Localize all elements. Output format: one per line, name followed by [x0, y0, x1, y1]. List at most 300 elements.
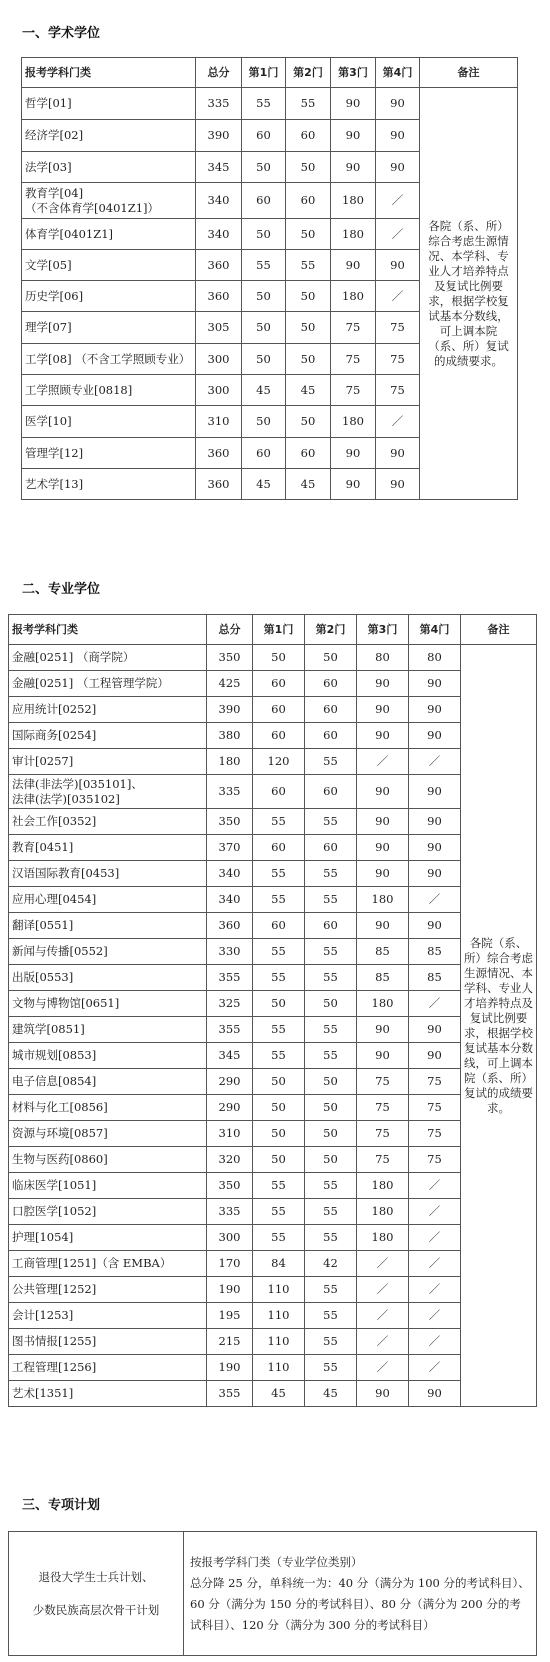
score-cell: 350 [207, 645, 253, 671]
score-cell: 180 [331, 281, 376, 312]
score-cell: 350 [207, 1173, 253, 1199]
column-header: 备注 [420, 58, 518, 88]
score-cell: ／ [357, 1303, 409, 1329]
score-cell: 55 [305, 1173, 357, 1199]
score-cell: 90 [357, 723, 409, 749]
column-header: 第3门 [331, 58, 376, 88]
score-cell: 50 [305, 1095, 357, 1121]
score-cell: 340 [196, 183, 242, 219]
score-cell: 90 [409, 809, 461, 835]
subject-cell: 生物与医药[0860] [9, 1147, 207, 1173]
score-cell: 55 [242, 250, 286, 281]
table-row [9, 913, 537, 939]
column-header: 第2门 [286, 58, 331, 88]
score-cell: 60 [253, 671, 305, 697]
score-cell: 190 [207, 1355, 253, 1381]
table-row [9, 1225, 537, 1251]
subject-cell: 金融[0251] （商学院） [9, 645, 207, 671]
subject-cell: 会计[1253] [9, 1303, 207, 1329]
score-cell: 335 [207, 775, 253, 809]
score-cell: 90 [357, 1017, 409, 1043]
score-cell: 300 [196, 344, 242, 375]
score-cell: 50 [253, 991, 305, 1017]
score-cell: 90 [376, 88, 420, 120]
subject-cell: 医学[10] [22, 406, 196, 438]
subject-cell: 艺术[1351] [9, 1381, 207, 1407]
subject-cell: 理学[07] [22, 312, 196, 344]
score-cell: 325 [207, 991, 253, 1017]
score-cell: 50 [253, 645, 305, 671]
table-row [9, 671, 537, 697]
academic-degree-table [21, 57, 518, 500]
column-header: 第3门 [357, 615, 409, 645]
score-cell: 50 [253, 1121, 305, 1147]
score-cell: 60 [253, 697, 305, 723]
score-cell: 55 [253, 939, 305, 965]
score-cell: 60 [242, 120, 286, 152]
table-row [9, 809, 537, 835]
score-cell: 345 [207, 1043, 253, 1069]
score-cell: 75 [409, 1095, 461, 1121]
score-cell: 90 [357, 913, 409, 939]
score-cell: 290 [207, 1095, 253, 1121]
score-cell: 90 [357, 697, 409, 723]
score-cell: 45 [242, 469, 286, 500]
score-cell: 110 [253, 1355, 305, 1381]
score-cell: 90 [409, 697, 461, 723]
score-cell: 55 [305, 749, 357, 775]
score-cell: 55 [305, 939, 357, 965]
table-row [9, 1017, 537, 1043]
column-header: 总分 [196, 58, 242, 88]
table-row [9, 1121, 537, 1147]
subject-cell: 社会工作[0352] [9, 809, 207, 835]
score-cell: 84 [253, 1251, 305, 1277]
score-cell: 75 [409, 1147, 461, 1173]
score-cell: 335 [196, 88, 242, 120]
score-cell: 180 [331, 183, 376, 219]
score-cell: 55 [305, 1199, 357, 1225]
subject-cell: 电子信息[0854] [9, 1069, 207, 1095]
score-cell: 90 [376, 152, 420, 183]
score-cell: 90 [409, 671, 461, 697]
score-cell: 190 [207, 1277, 253, 1303]
score-cell: 120 [253, 749, 305, 775]
score-cell: 50 [253, 1095, 305, 1121]
column-header: 第4门 [409, 615, 461, 645]
score-cell: 60 [305, 697, 357, 723]
table-row [9, 1147, 537, 1173]
score-cell: ／ [409, 1277, 461, 1303]
subject-cell: 审计[0257] [9, 749, 207, 775]
subject-cell: 工程管理[1256] [9, 1355, 207, 1381]
score-cell: 75 [409, 1069, 461, 1095]
score-cell: 60 [305, 913, 357, 939]
score-cell: ／ [376, 406, 420, 438]
table-row [9, 965, 537, 991]
score-cell: 50 [242, 281, 286, 312]
subject-cell: 历史学[06] [22, 281, 196, 312]
score-cell: ／ [409, 1225, 461, 1251]
score-cell: 45 [286, 375, 331, 406]
score-cell: 180 [331, 219, 376, 250]
score-cell: ／ [357, 1355, 409, 1381]
subject-cell: 翻译[0551] [9, 913, 207, 939]
score-cell: 45 [286, 469, 331, 500]
score-cell: 90 [376, 120, 420, 152]
column-header: 第2门 [305, 615, 357, 645]
score-cell: 110 [253, 1303, 305, 1329]
score-cell: 180 [207, 749, 253, 775]
score-cell: 90 [409, 1381, 461, 1407]
special-plan-names: 退役大学生士兵计划、 少数民族高层次骨干计划 [9, 1532, 184, 1656]
score-cell: 110 [253, 1277, 305, 1303]
table-row [9, 1277, 537, 1303]
score-cell: 355 [207, 1381, 253, 1407]
table-row [9, 1173, 537, 1199]
table-row [9, 991, 537, 1017]
score-cell: 180 [357, 887, 409, 913]
score-cell: 360 [207, 913, 253, 939]
score-cell: ／ [376, 281, 420, 312]
professional-degree-table [8, 614, 537, 1407]
subject-cell: 国际商务[0254] [9, 723, 207, 749]
table-row [9, 749, 537, 775]
table-row [9, 645, 537, 671]
score-cell: 180 [357, 1199, 409, 1225]
subject-cell: 护理[1054] [9, 1225, 207, 1251]
score-cell: ／ [357, 1277, 409, 1303]
score-cell: 90 [357, 835, 409, 861]
special-plan-table [8, 1531, 537, 1656]
score-cell: 85 [357, 965, 409, 991]
score-cell: 300 [207, 1225, 253, 1251]
score-cell: ／ [376, 183, 420, 219]
score-cell: 90 [331, 152, 376, 183]
subject-cell: 汉语国际教育[0453] [9, 861, 207, 887]
score-cell: 60 [242, 438, 286, 469]
table-row [9, 1355, 537, 1381]
score-cell: 50 [253, 1147, 305, 1173]
score-cell: 90 [357, 671, 409, 697]
table-row [22, 88, 518, 120]
score-cell: 85 [409, 939, 461, 965]
subject-cell: 工学照顾专业[0818] [22, 375, 196, 406]
table-row [9, 723, 537, 749]
score-cell: 90 [331, 120, 376, 152]
score-cell: 55 [305, 1355, 357, 1381]
score-cell: 55 [253, 1173, 305, 1199]
subject-cell: 管理学[12] [22, 438, 196, 469]
score-cell: 90 [357, 861, 409, 887]
table-row [9, 1199, 537, 1225]
score-cell: ／ [409, 1251, 461, 1277]
table-row [9, 861, 537, 887]
score-cell: 75 [357, 1147, 409, 1173]
score-cell: 75 [376, 344, 420, 375]
score-cell: 85 [357, 939, 409, 965]
score-cell: ／ [409, 887, 461, 913]
table-row [9, 835, 537, 861]
score-cell: 90 [409, 1043, 461, 1069]
table-row [9, 1251, 537, 1277]
subject-cell: 应用统计[0252] [9, 697, 207, 723]
score-cell: 75 [376, 375, 420, 406]
score-cell: 50 [286, 312, 331, 344]
score-cell: 55 [305, 887, 357, 913]
score-cell: 60 [286, 120, 331, 152]
score-cell: 60 [253, 723, 305, 749]
table-row [9, 1303, 537, 1329]
subject-cell: 法学[03] [22, 152, 196, 183]
table-row [9, 1043, 537, 1069]
score-cell: 355 [207, 1017, 253, 1043]
table-row [9, 1329, 537, 1355]
score-cell: 90 [357, 1381, 409, 1407]
score-cell: ／ [357, 1251, 409, 1277]
score-cell: ／ [409, 1355, 461, 1381]
score-cell: 90 [409, 835, 461, 861]
score-cell: 75 [376, 312, 420, 344]
score-cell: 75 [357, 1121, 409, 1147]
subject-cell: 出版[0553] [9, 965, 207, 991]
subject-cell: 法律(非法学)[035101]、 法律(法学)[035102] [9, 775, 207, 809]
score-cell: 50 [242, 152, 286, 183]
score-cell: 330 [207, 939, 253, 965]
score-cell: 90 [409, 861, 461, 887]
score-cell: 45 [242, 375, 286, 406]
table-row [9, 887, 537, 913]
score-cell: 50 [286, 406, 331, 438]
subject-cell: 材料与化工[0856] [9, 1095, 207, 1121]
score-cell: 390 [207, 697, 253, 723]
score-cell: 335 [207, 1199, 253, 1225]
score-cell: 55 [253, 965, 305, 991]
table-row [9, 697, 537, 723]
score-cell: ／ [376, 219, 420, 250]
score-cell: 50 [305, 645, 357, 671]
special-plan-rule: 按报考学科门类（专业学位类别） 总分降 25 分，单科统一为：40 分（满分为 100 分的考试科目）、60 分（满分为 150 分的考试科目）、80 分（满分为 200 分的考试科目）、120 分（满分为 300 分的考试科目） [184, 1532, 537, 1656]
score-cell: 55 [253, 1199, 305, 1225]
subject-cell: 公共管理[1252] [9, 1277, 207, 1303]
score-cell: 425 [207, 671, 253, 697]
score-cell: 55 [253, 809, 305, 835]
score-cell: ／ [409, 991, 461, 1017]
score-cell: ／ [409, 1199, 461, 1225]
score-cell: 55 [305, 861, 357, 887]
section3-title: 三、专项计划 [22, 1498, 101, 1513]
score-cell: 90 [409, 775, 461, 809]
score-cell: 55 [253, 887, 305, 913]
score-cell: 305 [196, 312, 242, 344]
score-cell: 55 [286, 250, 331, 281]
score-cell: 340 [207, 887, 253, 913]
score-cell: 195 [207, 1303, 253, 1329]
score-cell: 90 [331, 469, 376, 500]
subject-cell: 文学[05] [22, 250, 196, 281]
remarks-cell: 各院（系、所）综合考虑生源情况、本学科、专业人才培养特点及复试比例要求，根据学校复试基本分数线，可上调本院（系、所）复试的成绩要求。 [461, 645, 537, 1407]
score-cell: 50 [305, 991, 357, 1017]
score-cell: 90 [357, 1043, 409, 1069]
score-cell: 45 [253, 1381, 305, 1407]
score-cell: 180 [357, 1173, 409, 1199]
score-cell: 60 [253, 775, 305, 809]
score-cell: 55 [253, 861, 305, 887]
subject-cell: 应用心理[0454] [9, 887, 207, 913]
score-cell: 60 [253, 913, 305, 939]
subject-cell: 图书情报[1255] [9, 1329, 207, 1355]
score-cell: 360 [196, 438, 242, 469]
score-cell: 180 [357, 991, 409, 1017]
score-cell: 50 [305, 1069, 357, 1095]
score-cell: 390 [196, 120, 242, 152]
score-cell: 90 [376, 250, 420, 281]
subject-cell: 艺术学[13] [22, 469, 196, 500]
score-cell: 380 [207, 723, 253, 749]
score-cell: 50 [286, 344, 331, 375]
subject-cell: 体育学[0401Z1] [22, 219, 196, 250]
score-cell: 60 [305, 671, 357, 697]
score-cell: 60 [305, 835, 357, 861]
score-cell: 50 [286, 219, 331, 250]
score-cell: 50 [286, 281, 331, 312]
score-cell: 80 [409, 645, 461, 671]
score-cell: 55 [253, 1017, 305, 1043]
score-cell: 90 [409, 1017, 461, 1043]
score-cell: 50 [242, 312, 286, 344]
score-cell: 55 [286, 88, 331, 120]
table-row [9, 1095, 537, 1121]
score-cell: 85 [409, 965, 461, 991]
score-cell: 360 [196, 250, 242, 281]
subject-cell: 工学[08] （不含工学照顾专业） [22, 344, 196, 375]
score-cell: 60 [305, 775, 357, 809]
section1-title: 一、学术学位 [22, 26, 101, 41]
column-header: 报考学科门类 [9, 615, 207, 645]
score-cell: 60 [253, 835, 305, 861]
score-cell: 42 [305, 1251, 357, 1277]
score-cell: 55 [253, 1225, 305, 1251]
table-row [9, 1069, 537, 1095]
score-cell: 55 [253, 1043, 305, 1069]
score-cell: 90 [409, 723, 461, 749]
subject-cell: 口腔医学[1052] [9, 1199, 207, 1225]
subject-cell: 金融[0251] （工程管理学院） [9, 671, 207, 697]
subject-cell: 文物与博物馆[0651] [9, 991, 207, 1017]
subject-cell: 经济学[02] [22, 120, 196, 152]
score-cell: 290 [207, 1069, 253, 1095]
score-cell: 310 [196, 406, 242, 438]
score-cell: 80 [357, 645, 409, 671]
score-cell: 90 [331, 250, 376, 281]
score-cell: 60 [286, 183, 331, 219]
column-header: 报考学科门类 [22, 58, 196, 88]
subject-cell: 工商管理[1251]（含 EMBA） [9, 1251, 207, 1277]
score-cell: ／ [409, 1303, 461, 1329]
score-cell: 55 [305, 1277, 357, 1303]
table-row [9, 1381, 537, 1407]
score-cell: 215 [207, 1329, 253, 1355]
score-cell: ／ [357, 749, 409, 775]
column-header: 第1门 [242, 58, 286, 88]
subject-cell: 临床医学[1051] [9, 1173, 207, 1199]
score-cell: 50 [253, 1069, 305, 1095]
score-cell: 90 [376, 469, 420, 500]
score-cell: 90 [357, 775, 409, 809]
subject-cell: 哲学[01] [22, 88, 196, 120]
score-cell: 355 [207, 965, 253, 991]
subject-cell: 资源与环境[0857] [9, 1121, 207, 1147]
subject-cell: 教育[0451] [9, 835, 207, 861]
score-cell: 90 [331, 438, 376, 469]
score-cell: 180 [331, 406, 376, 438]
section2-title: 二、专业学位 [22, 582, 101, 597]
subject-cell: 新闻与传播[0552] [9, 939, 207, 965]
score-cell: 50 [305, 1147, 357, 1173]
remarks-cell: 各院（系、所）综合考虑生源情况、本学科、专业人才培养特点及复试比例要求，根据学校复试基本分数线，可上调本院（系、所）复试的成绩要求。 [420, 88, 518, 500]
score-cell: 55 [305, 1017, 357, 1043]
score-cell: 50 [242, 344, 286, 375]
score-cell: 320 [207, 1147, 253, 1173]
score-cell: 75 [331, 344, 376, 375]
score-cell: 50 [305, 1121, 357, 1147]
score-cell: 110 [253, 1329, 305, 1355]
score-cell: 60 [305, 723, 357, 749]
score-cell: 60 [242, 183, 286, 219]
score-cell: 90 [331, 88, 376, 120]
score-cell: 50 [242, 406, 286, 438]
score-cell: 300 [196, 375, 242, 406]
score-cell: 75 [409, 1121, 461, 1147]
score-cell: 55 [305, 1303, 357, 1329]
score-cell: 340 [207, 861, 253, 887]
score-cell: 60 [286, 438, 331, 469]
score-cell: 340 [196, 219, 242, 250]
score-cell: ／ [409, 749, 461, 775]
score-cell: 360 [196, 281, 242, 312]
score-cell: 55 [242, 88, 286, 120]
score-cell: 55 [305, 1329, 357, 1355]
score-cell: 310 [207, 1121, 253, 1147]
score-cell: 170 [207, 1251, 253, 1277]
score-cell: 50 [286, 152, 331, 183]
subject-cell: 城市规划[0853] [9, 1043, 207, 1069]
score-cell: 75 [357, 1069, 409, 1095]
score-cell: 75 [357, 1095, 409, 1121]
score-cell: 55 [305, 1043, 357, 1069]
score-cell: 55 [305, 1225, 357, 1251]
score-cell: 75 [331, 312, 376, 344]
score-cell: ／ [409, 1173, 461, 1199]
score-cell: 90 [376, 438, 420, 469]
table-row [9, 775, 537, 809]
column-header: 备注 [461, 615, 537, 645]
column-header: 第1门 [253, 615, 305, 645]
score-cell: ／ [409, 1329, 461, 1355]
score-cell: 90 [357, 809, 409, 835]
score-cell: 370 [207, 835, 253, 861]
column-header: 第4门 [376, 58, 420, 88]
score-cell: 90 [409, 913, 461, 939]
subject-cell: 建筑学[0851] [9, 1017, 207, 1043]
score-cell: 350 [207, 809, 253, 835]
score-cell: 45 [305, 1381, 357, 1407]
table-row [9, 939, 537, 965]
score-cell: 180 [357, 1225, 409, 1251]
score-cell: 345 [196, 152, 242, 183]
subject-cell: 教育学[04] （不含体育学[0401Z1]） [22, 183, 196, 219]
score-cell: 50 [242, 219, 286, 250]
